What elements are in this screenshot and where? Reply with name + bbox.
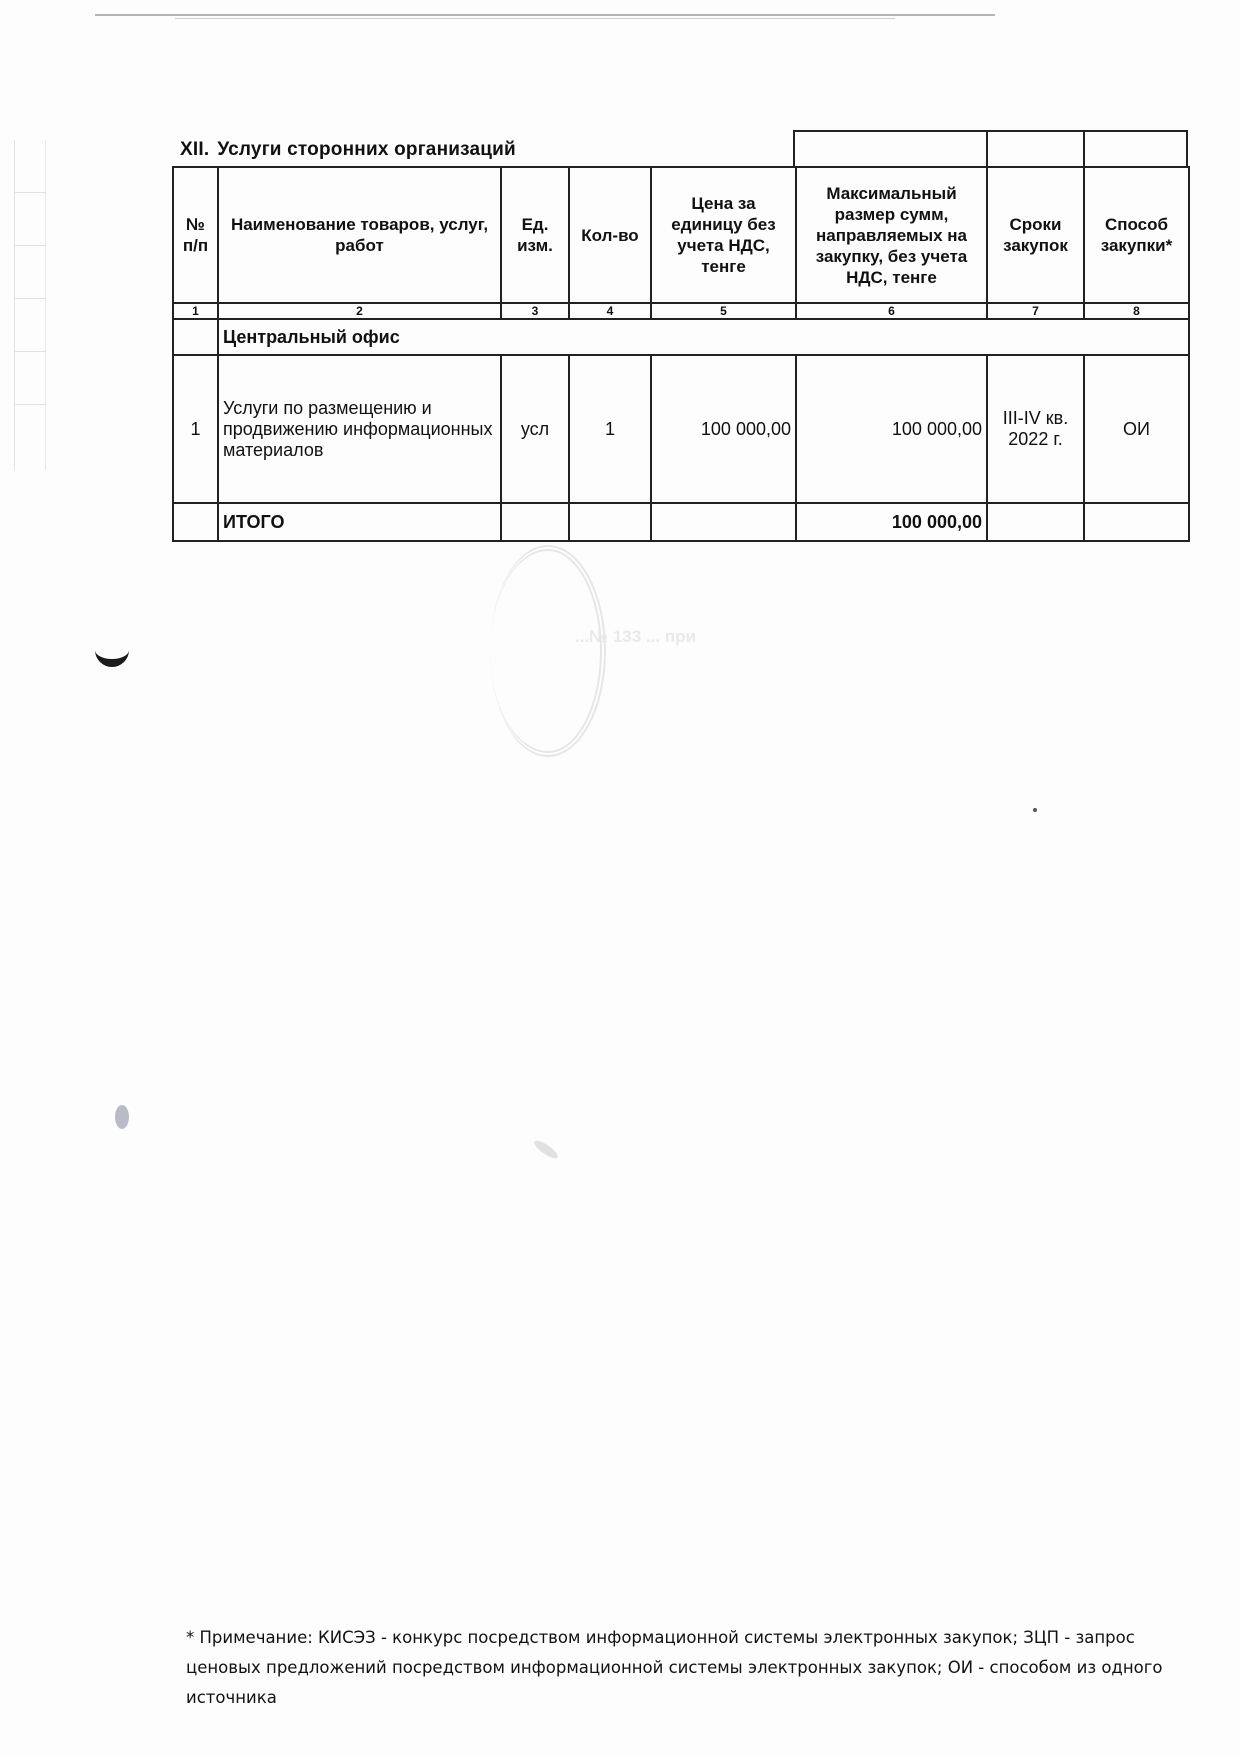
group-row [173, 319, 1189, 355]
column-number: 5 [651, 303, 796, 319]
total-sum: 100 000,00 [796, 503, 987, 541]
total-empty-cell [569, 503, 651, 541]
hole-punch-mark [115, 1105, 129, 1129]
faded-stamp [490, 545, 606, 757]
column-number: 6 [796, 303, 987, 319]
header-extra-cell [1083, 132, 1186, 166]
header-unit: Ед. изм. [501, 167, 569, 303]
header-max-sum: Максимальный размер сумм, направляемых на закупку, без учета НДС, тенге [796, 167, 987, 303]
scan-speck [532, 1138, 560, 1161]
footnote: * Примечание: КИСЭЗ - конкурс посредством информационной системы электронных закупок; ЗЦП - запрос ценовых предложений посредством информационной системы электронных закупок; ОИ - способом из одного источника [186, 1628, 1163, 1707]
row-name: Услуги по размещению и продвижению информационных материалов [218, 355, 501, 503]
top-rule [95, 14, 995, 16]
row-num: 1 [173, 355, 218, 503]
binder-clip-mark [95, 645, 129, 667]
section-number: XII. [180, 139, 210, 160]
header-name: Наименование товаров, услуг, работ [218, 167, 501, 303]
section-title [180, 139, 516, 161]
row-max-sum: 100 000,00 [796, 355, 987, 503]
total-empty-cell [987, 503, 1084, 541]
group-empty-cell [173, 319, 218, 355]
row-price: 100 000,00 [651, 355, 796, 503]
column-number: 4 [569, 303, 651, 319]
header-qty: Кол-во [569, 167, 651, 303]
top-rule-secondary [175, 18, 895, 19]
section-title-text: Услуги сторонних организаций [217, 139, 516, 160]
column-number: 8 [1084, 303, 1189, 319]
header-method: Способ закупки* [1084, 167, 1189, 303]
row-unit: усл [501, 355, 569, 503]
total-empty-cell [651, 503, 796, 541]
total-empty-cell [501, 503, 569, 541]
column-number: 2 [218, 303, 501, 319]
header-num: № п/п [173, 167, 218, 303]
scan-dot [1033, 808, 1037, 812]
column-number: 7 [987, 303, 1084, 319]
row-method: ОИ [1084, 355, 1189, 503]
row-period: III-IV кв. 2022 г. [987, 355, 1084, 503]
group-label: Центральный офис [218, 319, 1189, 355]
faded-stamp-text: ...№ 133 ... при [575, 627, 696, 646]
row-qty: 1 [569, 355, 651, 503]
total-label: ИТОГО [218, 503, 501, 541]
header-price: Цена за единицу без учета НДС, тенге [651, 167, 796, 303]
total-row [173, 503, 1189, 541]
procurement-table [172, 166, 1190, 542]
header-period: Сроки закупок [987, 167, 1084, 303]
table-header-row [173, 167, 1189, 303]
header-extra-cell [986, 132, 1083, 166]
column-number: 3 [501, 303, 569, 319]
column-number: 1 [173, 303, 218, 319]
header-extra-cells [793, 130, 1188, 166]
total-empty-cell [173, 503, 218, 541]
table-row [173, 355, 1189, 503]
left-margin-marks [14, 140, 46, 470]
header-extra-cell [795, 132, 986, 166]
total-empty-cell [1084, 503, 1189, 541]
column-number-row [173, 303, 1189, 319]
